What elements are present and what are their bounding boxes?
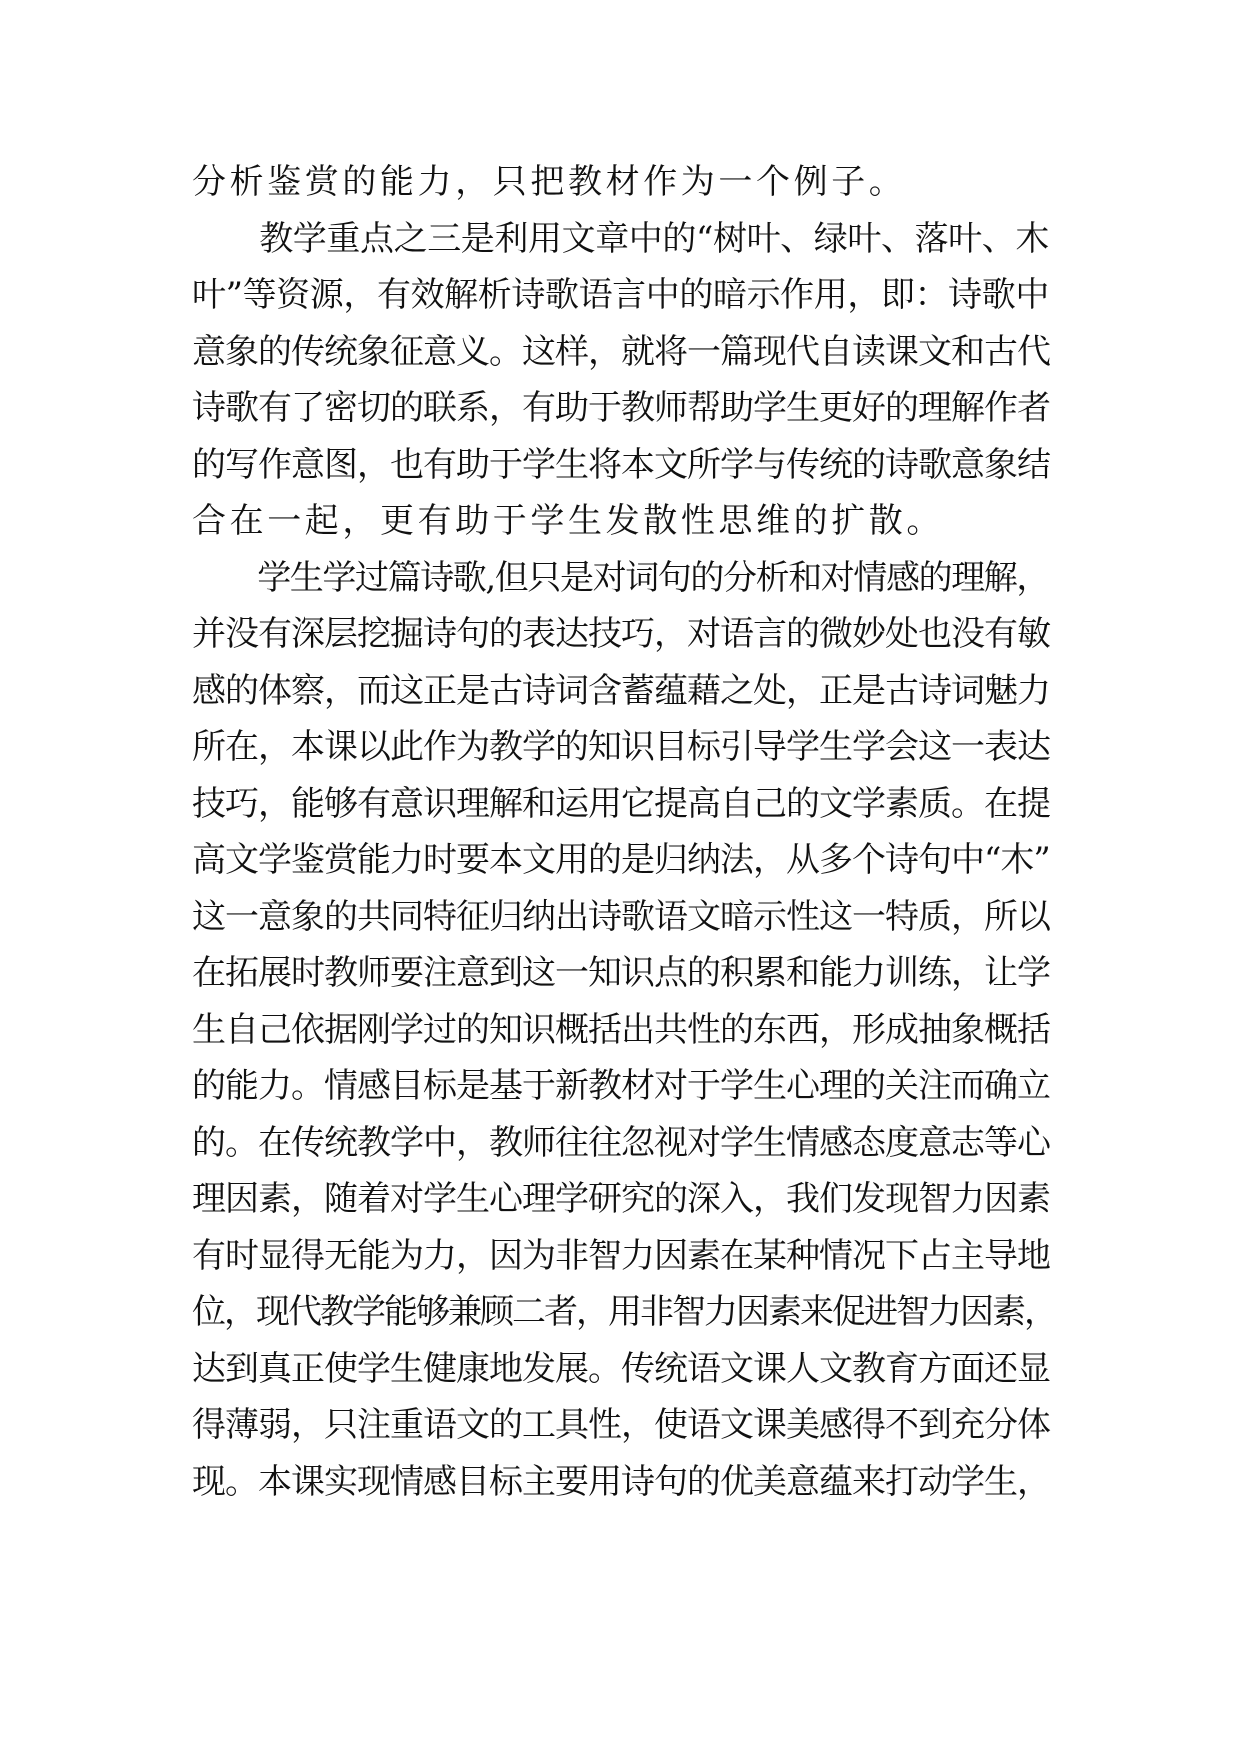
text-line: 的。在传统教学中，教师往往忽视对学生情感态度意志等心 [192, 1122, 1050, 1163]
text-line: 并没有深层挖掘诗句的表达技巧，对语言的微妙处也没有敏 [192, 614, 1050, 654]
text-line: 合在一起，更有助于学生发散性思维的扩散。 [192, 501, 944, 541]
text-line: 的写作意图，也有助于学生将本文所学与传统的诗歌意象结 [192, 444, 1050, 485]
text-line: 教学重点之三是利用文章中的“树叶、绿叶、落叶、木 [192, 218, 1049, 259]
text-line: 理因素，随着对学生心理学研究的深入，我们发现智力因素 [192, 1179, 1050, 1219]
text-line: 技巧，能够有意识理解和运用它提高自己的文学素质。在提 [192, 783, 1050, 824]
text-line: 有时显得无能为力，因为非智力因素在某种情况下占主导地 [192, 1235, 1050, 1276]
text-line: 叶”等资源，有效解析诗歌语言中的暗示作用，即：诗歌中 [192, 275, 1049, 315]
text-line: 分析鉴赏的能力，只把教材作为一个例子。 [192, 162, 907, 202]
text-line: 位，现代教学能够兼顾二者，用非智力因素来促进智力因素， [192, 1292, 1056, 1332]
text-line: 在拓展时教师要注意到这一知识点的积累和能力训练，让学 [192, 953, 1050, 993]
text-line: 得薄弱，只注重语文的工具性，使语文课美感得不到充分体 [192, 1405, 1050, 1445]
text-line: 诗歌有了密切的联系，有助于教师帮助学生更好的理解作者 [192, 388, 1050, 428]
text-line: 生自己依据刚学过的知识概括出共性的东西，形成抽象概括 [192, 1009, 1050, 1050]
text-line: 现。本课实现情感目标主要用诗句的优美意蕴来打动学生， [192, 1461, 1050, 1502]
text-line: 这一意象的共同特征归纳出诗歌语文暗示性这一特质，所以 [192, 896, 1050, 937]
text-line: 达到真正使学生健康地发展。传统语文课人文教育方面还显 [192, 1348, 1050, 1389]
text-line: 的能力。情感目标是基于新教材对于学生心理的关注而确立 [192, 1066, 1050, 1106]
body-text [192, 154, 1056, 1510]
text-line: 学生学过篇诗歌,但只是对词句的分析和对情感的理解， [192, 557, 1050, 598]
text-line: 感的体察，而这正是古诗词含蓄蕴藉之处，正是古诗词魅力 [192, 670, 1050, 711]
text-line: 高文学鉴赏能力时要本文用的是归纳法，从多个诗句中“木” [192, 840, 1050, 880]
text-line: 意象的传统象征意义。这样，就将一篇现代自读课文和古代 [192, 331, 1050, 372]
text-line: 所在，本课以此作为教学的知识目标引导学生学会这一表达 [192, 727, 1050, 767]
